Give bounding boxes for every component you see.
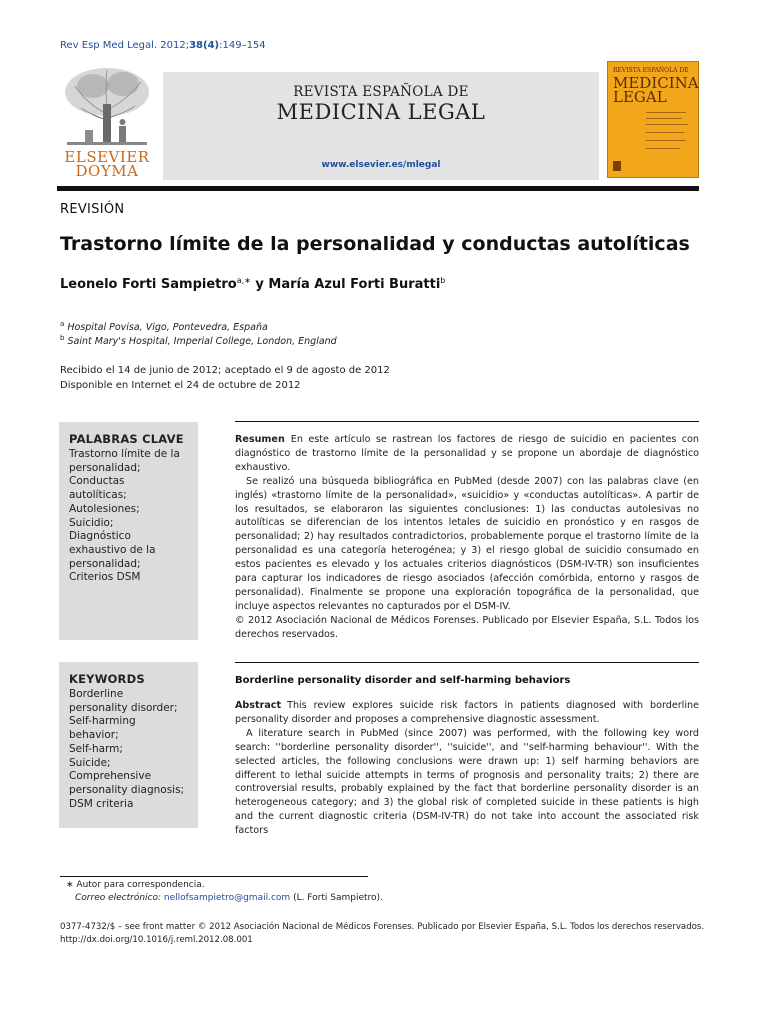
elsevier-logo bbox=[57, 64, 157, 180]
keyword-line: Borderline bbox=[69, 688, 124, 700]
author-affiliation-mark: b bbox=[440, 276, 446, 285]
affiliation-mark: b bbox=[60, 334, 65, 342]
keyword-line: personalidad; bbox=[69, 557, 141, 570]
email-label: Correo electrónico: bbox=[75, 893, 162, 903]
author-separator: y bbox=[250, 277, 269, 292]
cover-title-word2: LEGAL bbox=[613, 88, 667, 106]
keyword-line: personalidad; bbox=[69, 461, 141, 474]
abstract-block bbox=[235, 699, 699, 838]
resumen-label: Resumen bbox=[235, 434, 285, 445]
keyword-line: Conductas bbox=[69, 475, 125, 488]
citation-prefix: Rev Esp Med Legal. 2012; bbox=[60, 40, 190, 51]
online-date: Disponible en Internet el 24 de octubre de 2012 bbox=[60, 380, 301, 391]
abstract-en-title: Borderline personality disorder and self-harming behaviors bbox=[235, 675, 571, 686]
footnote-mark: ∗ bbox=[66, 880, 74, 890]
abstract-text: This review explores suicide risk factors in patients diagnosed with borderline personality disorder and proposes a comprehensive diagnostic assessment. bbox=[235, 700, 699, 725]
keyword-line: Suicide; bbox=[69, 756, 111, 769]
keyword-line: Self-harm; bbox=[69, 742, 123, 755]
footnote-email bbox=[75, 893, 383, 903]
resumen-paragraph bbox=[235, 433, 699, 475]
keyword-line: Self-harming bbox=[69, 715, 136, 728]
keyword-line: autolíticas; bbox=[69, 489, 127, 502]
author-affiliation-mark: a,∗ bbox=[236, 276, 251, 285]
keyword-line: personality diagnosis; bbox=[69, 783, 185, 796]
cover-text-line bbox=[646, 148, 680, 149]
affiliation-text: Hospital Povisa, Vigo, Pontevedra, España bbox=[67, 322, 268, 334]
journal-url-link[interactable]: www.elsevier.es/mlegal bbox=[321, 160, 441, 170]
journal-banner bbox=[163, 72, 599, 180]
cover-text-line bbox=[646, 112, 686, 113]
cover-title-word1: MEDICINA bbox=[613, 74, 699, 92]
cover-title-large bbox=[613, 76, 699, 104]
footnote-corresponding bbox=[66, 880, 205, 890]
abstract-rule bbox=[235, 421, 699, 422]
article-section: REVISIÓN bbox=[60, 202, 125, 217]
affiliation bbox=[60, 334, 337, 347]
publisher-name-line1: ELSEVIER bbox=[64, 148, 150, 166]
header-rule bbox=[57, 186, 699, 191]
affiliation-mark: a bbox=[60, 320, 65, 328]
author-name: María Azul Forti Buratti bbox=[268, 277, 441, 292]
keyword-line: Trastorno límite de la bbox=[69, 448, 180, 460]
resumen-text: En este artículo se rastrean los factores de riesgo de suicidio en pacientes con diagnóstico de trastorno límite de la personalidad y se propone un abordaje de diagnóstico exhaustivo. bbox=[235, 434, 699, 473]
cover-text-line bbox=[646, 132, 684, 133]
keyword-line: Autolesiones; bbox=[69, 502, 140, 515]
journal-name-line2: MEDICINA LEGAL bbox=[276, 100, 486, 124]
keyword-line: Diagnóstico bbox=[69, 530, 131, 543]
keyword-line: Suicidio; bbox=[69, 516, 114, 529]
tree-icon bbox=[57, 64, 157, 148]
abstract-paragraph bbox=[235, 699, 699, 727]
author-name: Leonelo Forti Sampietro bbox=[60, 277, 237, 292]
abstract-rule bbox=[235, 662, 699, 663]
article-title: Trastorno límite de la personalidad y conductas autolíticas bbox=[60, 233, 690, 255]
copyright-line: 0377-4732/$ – see front matter © 2012 Asociación Nacional de Médicos Forenses. Publicado por Elsevier España, S.L. Todos los derechos reservados. bbox=[60, 922, 705, 932]
footnote-text: Autor para correspondencia. bbox=[76, 880, 205, 890]
citation-volume: 38(4) bbox=[189, 40, 220, 51]
cover-text-line bbox=[646, 118, 682, 119]
cover-text-line bbox=[646, 124, 688, 125]
keywords-es-box bbox=[59, 422, 198, 640]
keyword-line: exhaustivo de la bbox=[69, 543, 156, 556]
cover-text-line bbox=[646, 140, 686, 141]
resumen-paragraph: Se realizó una búsqueda bibliográfica en PubMed (desde 2007) con las palabras clave (en inglés) «trastorno límite de la personalidad», «suicidio» y «conductas autolíticas». A partir de los resultados, se elaboraron las siguientes conclusiones: 1) las conductas autolesivas no autolíticas se diferencian de los intentos letales de suicidio en pronóstico y en rasgos de personalidad; 2) hay resultados contradictorios, probablemente porque el trastorno límite de la personalidad es una categoría heterogénea; y 3) el riesgo global de suicidio consumado en estos pacientes es elevado y los actuales criterios diagnósticos (DSM-IV-TR) son insuficientes para capturar los indicadores de riesgo asociados (afección comórbida, entorno y rasgos de personalidad). Finalmente se propone una exploración topográfica de la personalidad, que incluye aspectos relevantes no capturados por el DSM-IV. bbox=[235, 475, 699, 612]
journal-cover-thumbnail bbox=[607, 61, 699, 178]
abstract-label: Abstract bbox=[235, 700, 282, 711]
cover-publisher-icon bbox=[613, 161, 621, 171]
keyword-line: personality disorder; bbox=[69, 701, 178, 714]
cover-title-small: REVISTA ESPAÑOLA DE bbox=[613, 67, 689, 74]
journal-name-line1: REVISTA ESPAÑOLA DE bbox=[293, 84, 469, 100]
journal-citation bbox=[60, 40, 266, 51]
resumen-block bbox=[235, 433, 699, 642]
publisher-name-line2: DOYMA bbox=[75, 162, 139, 180]
email-owner: (L. Forti Sampietro). bbox=[293, 893, 383, 903]
email-link[interactable]: nellofsampietro@gmail.com bbox=[163, 893, 291, 903]
abstract-paragraph: A literature search in PubMed (since 2007) was performed, with the following key word search: ''borderline personality disorder'', ''suicide'', and ''self-harming behaviour''. With the selected articles, the following conclusions were drawn up: 1) self harming behaviors are different to lethal suicide attempts in terms of prognosis and personality traits; 2) there are controversial results, probably explained by the fact that borderline personality disorder is an heterogeneous category; and 3) the global risk of completed suicide in these patients is high and the current diagnostic criteria (DSM-IV-TR) do not take into account the associated risk factors bbox=[235, 727, 699, 837]
doi-link[interactable]: http://dx.doi.org/10.1016/j.reml.2012.08.001 bbox=[60, 935, 253, 945]
keywords-en-box bbox=[59, 662, 198, 828]
keyword-line: behavior; bbox=[69, 729, 119, 742]
footnote-rule bbox=[60, 876, 368, 877]
keyword-line: DSM criteria bbox=[69, 797, 134, 810]
keyword-line: Comprehensive bbox=[69, 770, 152, 783]
citation-pages: :149–154 bbox=[219, 40, 266, 51]
affiliation bbox=[60, 320, 268, 333]
article-authors bbox=[60, 277, 445, 292]
received-date: Recibido el 14 de junio de 2012; aceptado el 9 de agosto de 2012 bbox=[60, 365, 390, 376]
affiliation-text: Saint Mary's Hospital, Imperial College, London, England bbox=[67, 336, 337, 348]
keyword-line: Criterios DSM bbox=[69, 571, 141, 584]
keywords-es-heading: PALABRAS CLAVE bbox=[69, 432, 184, 446]
keywords-en-heading: KEYWORDS bbox=[69, 672, 145, 686]
resumen-copyright: © 2012 Asociación Nacional de Médicos Forenses. Publicado por Elsevier España, S.L. Todos los derechos reservados. bbox=[235, 614, 699, 640]
